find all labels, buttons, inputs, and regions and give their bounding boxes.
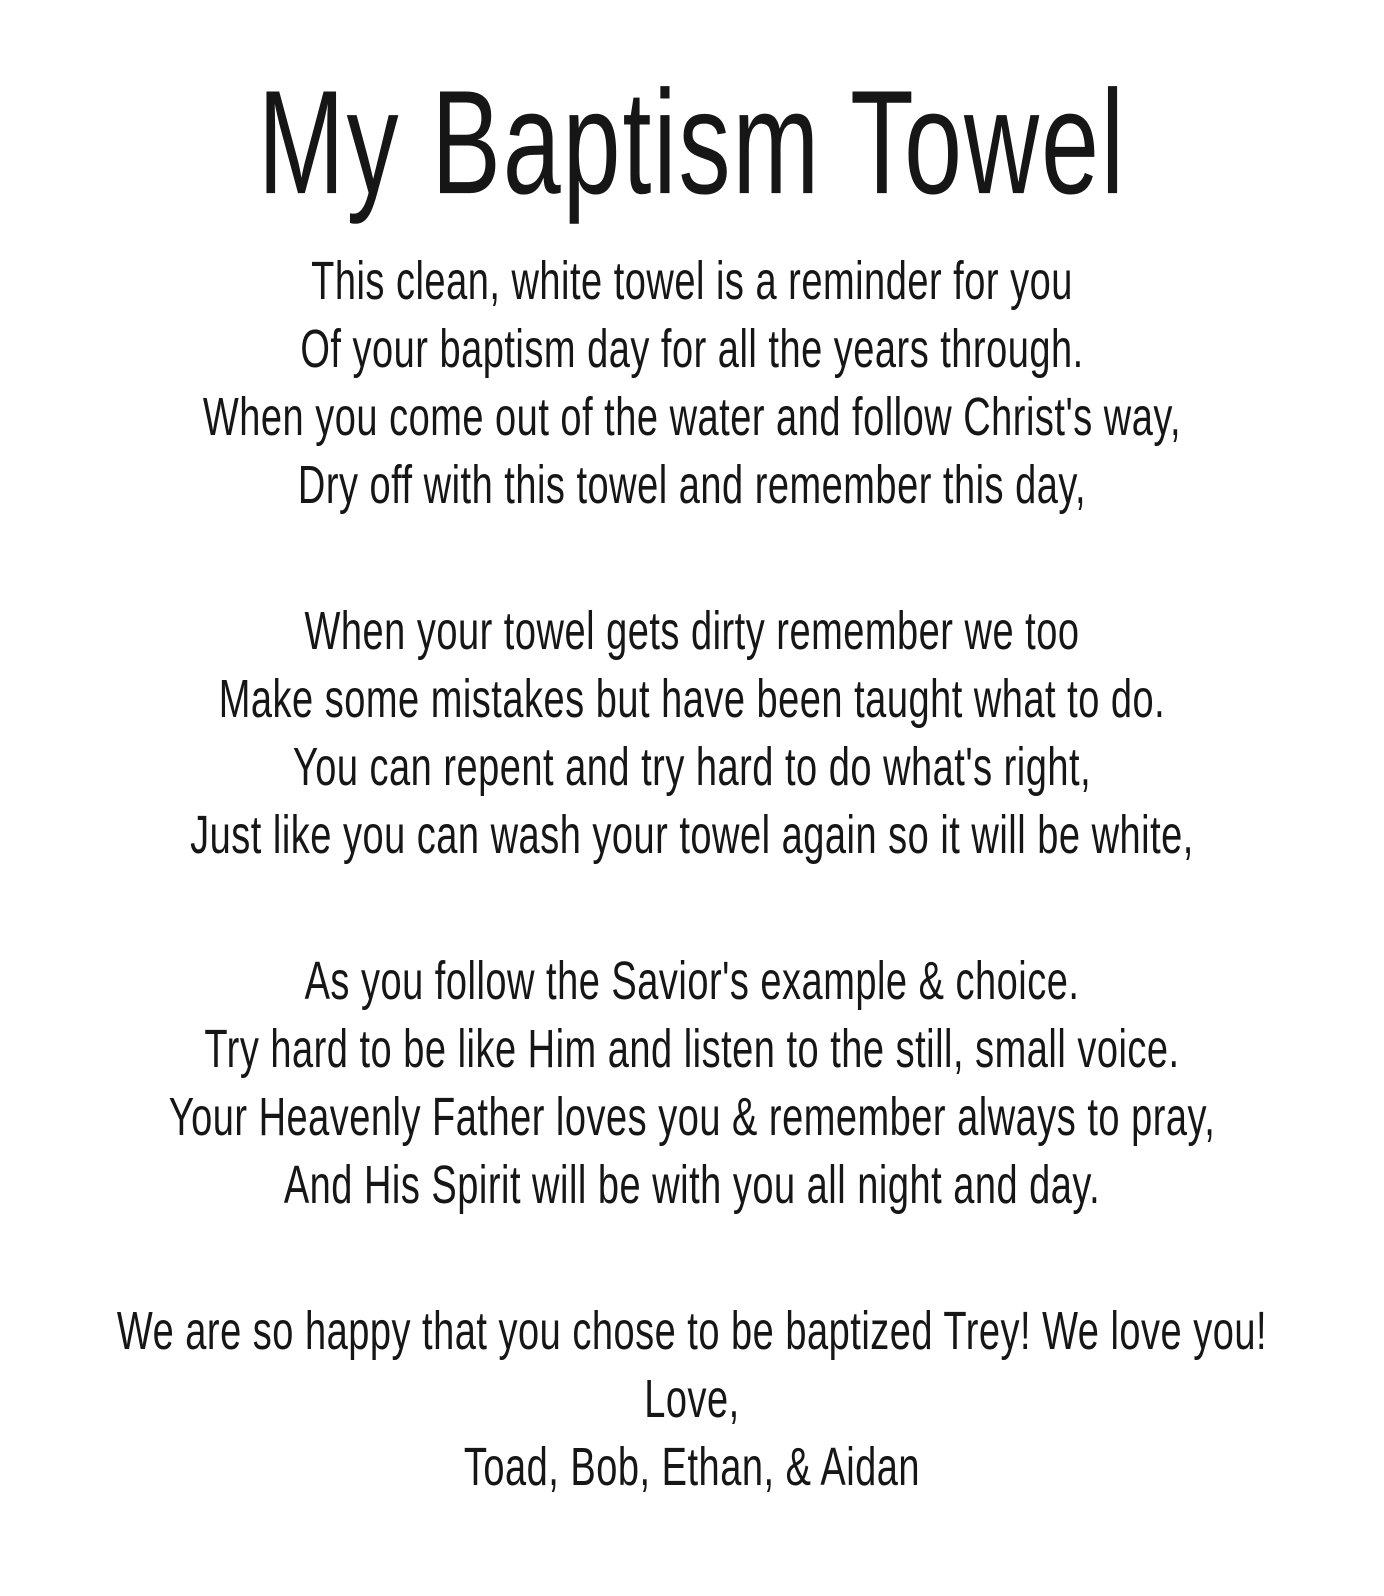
- stanza-2: [0, 598, 1384, 870]
- poem-line: This clean, white towel is a reminder for you: [311, 252, 1073, 312]
- poem-line: And His Spirit will be with you all night and day.: [283, 1156, 1101, 1216]
- poem-line: You can repent and try hard to do what's right,: [292, 738, 1092, 798]
- poem-line: Of your baptism day for all the years through.: [300, 320, 1084, 380]
- closing-message-line: We are so happy that you chose to be baptized Trey! We love you!: [116, 1302, 1268, 1362]
- stanza-1: [0, 248, 1384, 520]
- poem-body: [0, 248, 1384, 1502]
- poem-line: As you follow the Savior's example & choice.: [304, 952, 1080, 1012]
- poem-line: Make some mistakes but have been taught what to do.: [218, 670, 1166, 730]
- stanza-closing: [0, 1298, 1384, 1502]
- page-title: My Baptism Towel: [257, 61, 1127, 226]
- signature-names-line: Toad, Bob, Ethan, & Aidan: [463, 1438, 921, 1498]
- poem-line: Just like you can wash your towel again so it will be white,: [190, 806, 1194, 866]
- poem-line: Your Heavenly Father loves you & remember always to pray,: [168, 1088, 1216, 1148]
- poem-line: Try hard to be like Him and listen to the still, small voice.: [204, 1020, 1180, 1080]
- poem-line: Dry off with this towel and remember this day,: [297, 456, 1087, 516]
- stanza-3: [0, 948, 1384, 1220]
- poem-line: When your towel gets dirty remember we too: [304, 602, 1080, 662]
- signature-love-line: Love,: [644, 1370, 740, 1430]
- poem-line: When you come out of the water and follow Christ's way,: [202, 388, 1182, 448]
